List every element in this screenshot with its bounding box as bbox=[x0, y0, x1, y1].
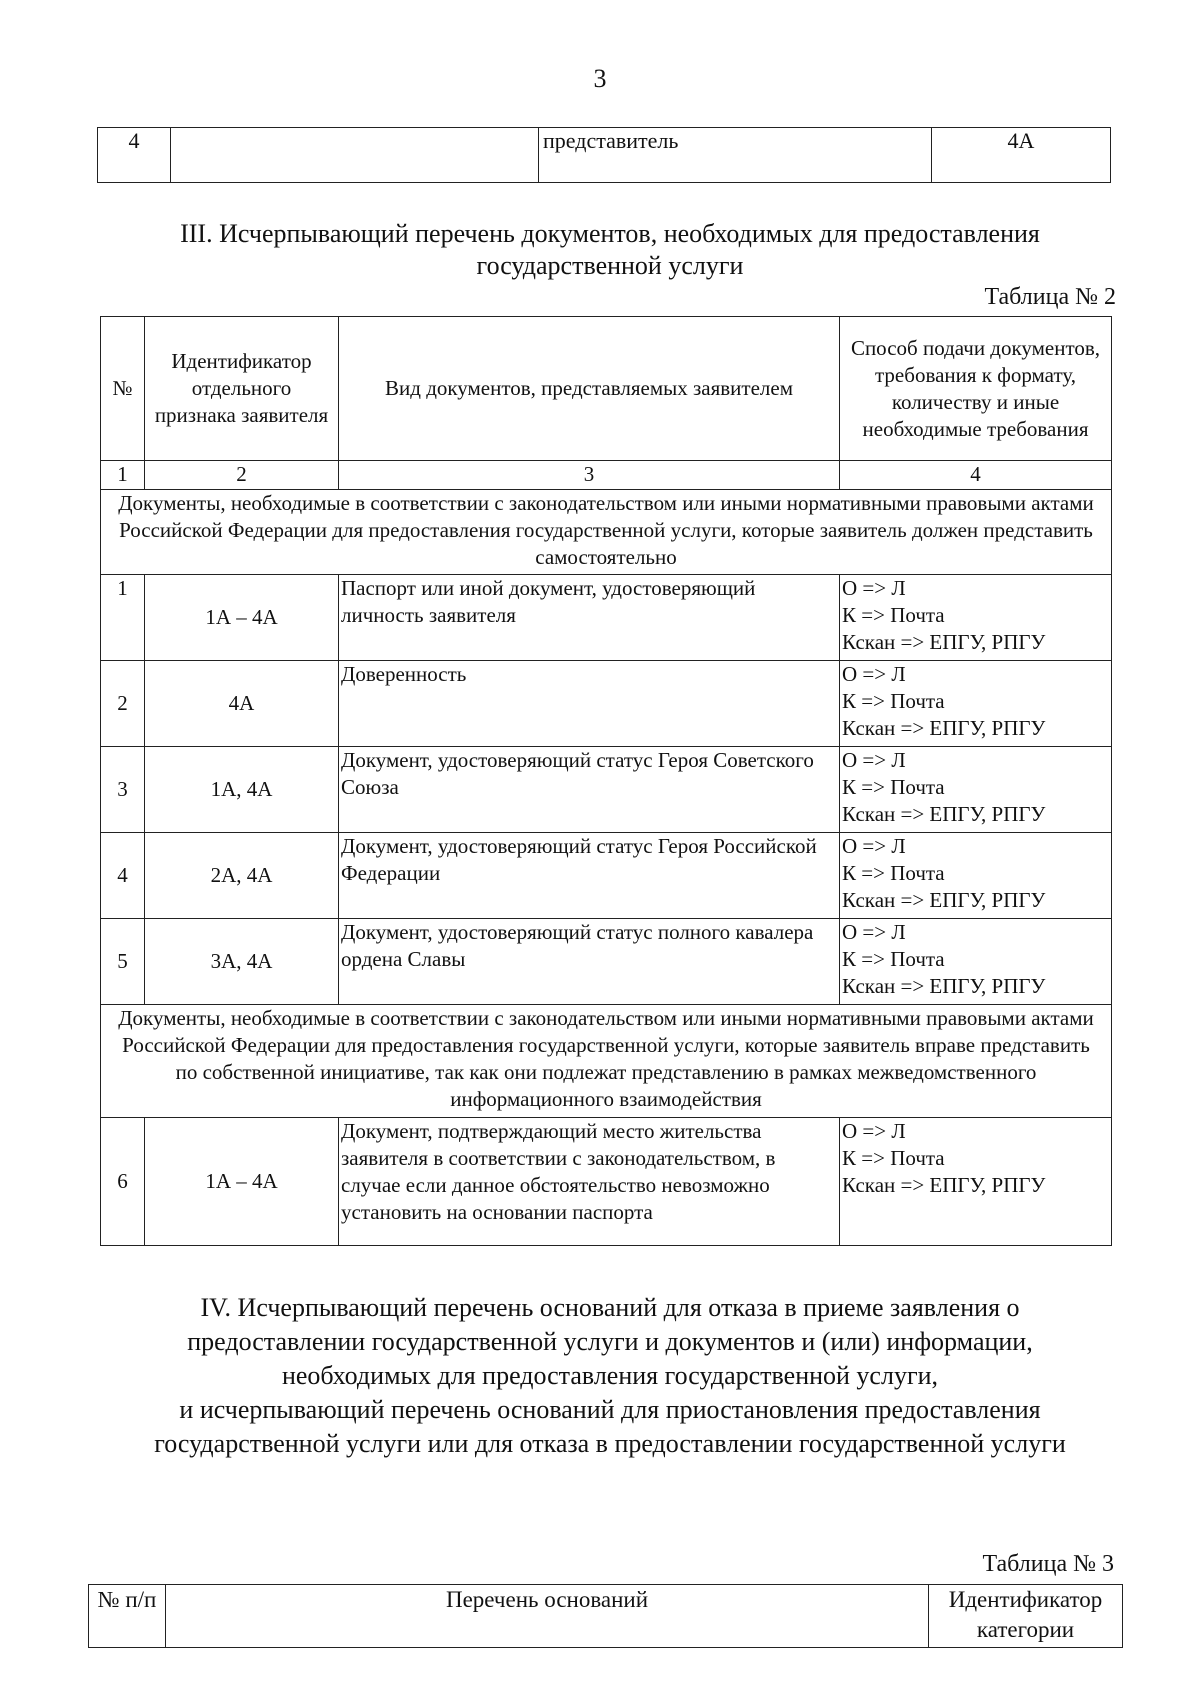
row-num: 3 bbox=[101, 747, 145, 833]
row-method bbox=[840, 833, 1112, 919]
section3-title-line: III. Исчерпывающий перечень документов, необходимых для предоставления bbox=[180, 219, 1040, 248]
header-identifier: Идентификатор отдельного признака заявителя bbox=[145, 317, 339, 461]
cell-applicant: представитель bbox=[539, 128, 932, 183]
method-line: К => Почта bbox=[842, 689, 945, 713]
row-identifier: 3А, 4А bbox=[145, 919, 339, 1005]
grounds-table bbox=[88, 1584, 1123, 1648]
col-num: 3 bbox=[339, 461, 840, 490]
table-header-row bbox=[101, 317, 1112, 461]
col-num: 4 bbox=[840, 461, 1112, 490]
documents-table bbox=[100, 316, 1112, 1246]
method-line: Кскан => ЕПГУ, РПГУ bbox=[842, 630, 1046, 654]
row-doc: Паспорт или иной документ, удостоверяющий личность заявителя bbox=[339, 575, 840, 661]
table-row bbox=[101, 1118, 1112, 1246]
row-method bbox=[840, 661, 1112, 747]
group2-header: Документы, необходимые в соответствии с законодательством или иными нормативными правовыми актами Российской Федерации для предоставления государственной услуги, которые заявитель вправе представить по собственной инициативе, так как они подлежат представлению в рамках межведомственного информационного взаимодействия bbox=[101, 1005, 1112, 1118]
table-row bbox=[101, 833, 1112, 919]
method-line: О => Л bbox=[842, 834, 906, 858]
page-number: 3 bbox=[593, 64, 607, 93]
method-line: Кскан => ЕПГУ, РПГУ bbox=[842, 802, 1046, 826]
col-num: 1 bbox=[101, 461, 145, 490]
table-row bbox=[101, 575, 1112, 661]
header-doc-type: Вид документов, представляемых заявителем bbox=[339, 317, 840, 461]
table2-caption: Таблица № 2 bbox=[984, 284, 1116, 310]
cell-empty bbox=[171, 128, 539, 183]
section3-title bbox=[60, 218, 1160, 282]
row-identifier: 1А – 4А bbox=[145, 575, 339, 661]
column-number-row bbox=[101, 461, 1112, 490]
row-identifier: 1А – 4А bbox=[145, 1118, 339, 1246]
group-header-row bbox=[101, 490, 1112, 575]
method-line: О => Л bbox=[842, 748, 906, 772]
table-row bbox=[101, 919, 1112, 1005]
method-line: Кскан => ЕПГУ, РПГУ bbox=[842, 888, 1046, 912]
cell-id: 4А bbox=[932, 128, 1111, 183]
method-line: О => Л bbox=[842, 576, 906, 600]
header-category-id: Идентификатор категории bbox=[929, 1585, 1123, 1648]
method-line: Кскан => ЕПГУ, РПГУ bbox=[842, 716, 1046, 740]
method-line: Кскан => ЕПГУ, РПГУ bbox=[842, 974, 1046, 998]
col-num: 2 bbox=[145, 461, 339, 490]
table-row bbox=[98, 128, 1111, 183]
table-row bbox=[101, 661, 1112, 747]
table-header-row bbox=[89, 1585, 1123, 1648]
row-method bbox=[840, 747, 1112, 833]
header-num: № п/п bbox=[89, 1585, 166, 1648]
top-table-fragment bbox=[97, 127, 1111, 183]
header-grounds: Перечень оснований bbox=[166, 1585, 929, 1648]
method-line: Кскан => ЕПГУ, РПГУ bbox=[842, 1173, 1046, 1197]
section4-title-line: и исчерпывающий перечень оснований для приостановления предоставления bbox=[179, 1395, 1041, 1424]
row-method bbox=[840, 1118, 1112, 1246]
row-identifier: 2А, 4А bbox=[145, 833, 339, 919]
row-num: 2 bbox=[101, 661, 145, 747]
method-line: К => Почта bbox=[842, 775, 945, 799]
table-row bbox=[101, 747, 1112, 833]
row-method bbox=[840, 919, 1112, 1005]
group1-header: Документы, необходимые в соответствии с законодательством или иными нормативными правовыми актами Российской Федерации для предоставления государственной услуги, которые заявитель должен представить самостоятельно bbox=[101, 490, 1112, 575]
section4-title-line: IV. Исчерпывающий перечень оснований для отказа в приеме заявления о bbox=[200, 1293, 1020, 1322]
method-line: К => Почта bbox=[842, 603, 945, 627]
row-identifier: 1А, 4А bbox=[145, 747, 339, 833]
section4-title-line: государственной услуги или для отказа в предоставлении государственной услуги bbox=[154, 1429, 1066, 1458]
section4-title-line: необходимых для предоставления государственной услуги, bbox=[281, 1361, 939, 1390]
row-method bbox=[840, 575, 1112, 661]
row-doc: Доверенность bbox=[339, 661, 840, 747]
section4-title bbox=[60, 1291, 1160, 1461]
section3-title-line: государственной услуги bbox=[476, 251, 744, 280]
method-line: О => Л bbox=[842, 1119, 906, 1143]
row-num: 4 bbox=[101, 833, 145, 919]
section4-title-line: предоставлении государственной услуги и документов и (или) информации, bbox=[187, 1327, 1033, 1356]
row-num: 5 bbox=[101, 919, 145, 1005]
row-num: 1 bbox=[101, 575, 145, 661]
row-doc: Документ, удостоверяющий статус полного кавалера ордена Славы bbox=[339, 919, 840, 1005]
method-line: К => Почта bbox=[842, 1146, 945, 1170]
row-doc: Документ, удостоверяющий статус Героя Советского Союза bbox=[339, 747, 840, 833]
row-doc: Документ, подтверждающий место жительства заявителя в соответствии с законодательством, в случае если данное обстоятельство невозможно установить на основании паспорта bbox=[339, 1118, 840, 1246]
group-header-row bbox=[101, 1005, 1112, 1118]
method-line: О => Л bbox=[842, 662, 906, 686]
row-identifier: 4А bbox=[145, 661, 339, 747]
header-num: № bbox=[101, 317, 145, 461]
table3-caption: Таблица № 3 bbox=[982, 1551, 1114, 1577]
cell-num: 4 bbox=[98, 128, 171, 183]
row-num: 6 bbox=[101, 1118, 145, 1246]
method-line: К => Почта bbox=[842, 861, 945, 885]
method-line: О => Л bbox=[842, 920, 906, 944]
row-doc: Документ, удостоверяющий статус Героя Российской Федерации bbox=[339, 833, 840, 919]
header-method: Способ подачи документов, требования к формату, количеству и иные необходимые требования bbox=[840, 317, 1112, 461]
method-line: К => Почта bbox=[842, 947, 945, 971]
